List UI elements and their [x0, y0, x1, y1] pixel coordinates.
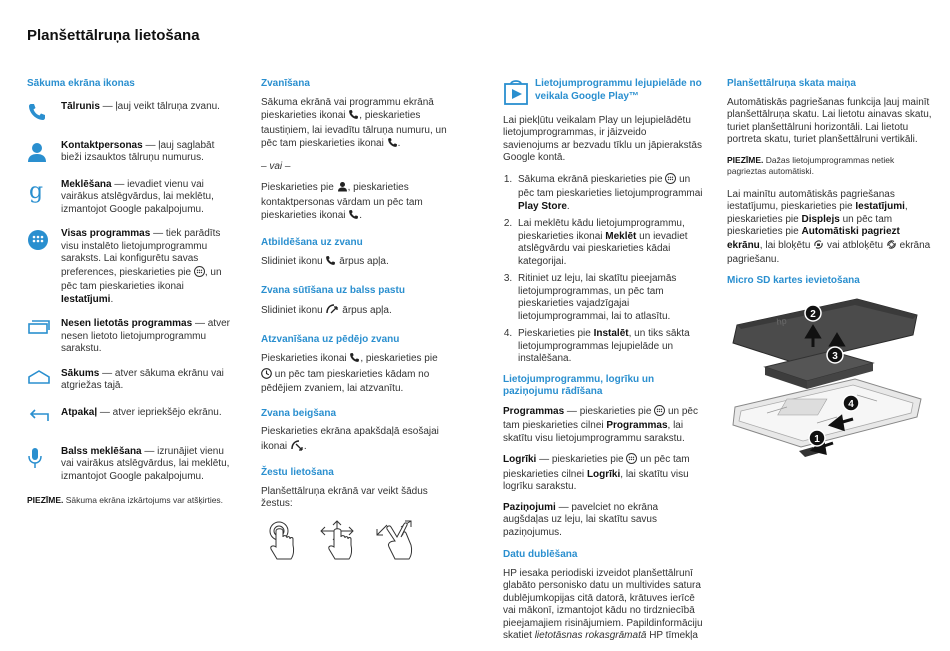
all-apps-desc: — tiek parādīts visu instalēto lietojumprogrammu saraksts. Lai konfigurētu savas preferences, pieskarieties pie: [61, 228, 221, 278]
back-icon: [27, 407, 61, 434]
apps-widgets-heading: Lietojumprogrammu, logrīku un paziņojumu rādīšana: [503, 373, 655, 397]
home-desc: — atver sākuma ekrānu vai atgriežas tajā.: [61, 367, 224, 391]
step1-b: un pēc tam pieskarieties lietojumprogrammai: [518, 173, 703, 199]
gestures-text: Planšettālruņa ekrānā var veikt šādus žestus:: [261, 485, 428, 509]
all-apps-small-icon: [194, 266, 205, 282]
recent-apps-desc: — atver nesen lietoto lietojumprogrammu sarakstu.: [61, 318, 230, 354]
change-d: , lai bloķētu: [759, 239, 814, 251]
google-search-icon: [27, 179, 61, 206]
phone-small-icon: [348, 209, 359, 225]
all-apps-small-icon: [654, 405, 665, 421]
calling-heading: Zvanīšana: [261, 78, 310, 89]
rotation-unlock-icon: [886, 239, 897, 255]
end-b: .: [303, 440, 307, 452]
phone-icon: [27, 101, 61, 128]
calling-p1a: Sākuma ekrānā vai programmu ekrānā pieskarieties ikonai: [261, 96, 434, 121]
redial-b: , pieskarieties pie: [360, 353, 438, 364]
contacts-desc: — ļauj saglabāt bieži izsauktos tālruņu numurus.: [61, 139, 215, 163]
note-label: PIEZĪME.: [727, 154, 764, 165]
auto-rotate-label: Automātiski pagriezt ekrānu: [727, 226, 900, 251]
calling-p1c: .: [397, 138, 401, 149]
voicemail-a: Slidiniet ikonu: [261, 305, 326, 316]
note-text: Sākuma ekrāna izkārtojums var atšķirties.: [63, 495, 224, 505]
play-store-heading: Lietojumprogrammu lejupielāde no veikala Google Play™: [535, 78, 702, 102]
phone-label: Tālrunis: [61, 100, 100, 112]
page-title: Planšettālruņa lietošana: [27, 27, 200, 44]
recent-apps-label: Nesen lietotās programmas: [61, 318, 193, 329]
step1-a: Sākuma ekrānā pieskarieties pie: [518, 173, 666, 185]
voicemail-text: [261, 303, 451, 320]
play-store-header: [503, 78, 703, 111]
notif-a: — pavelciet no ekrāna augšdaļas uz leju, lai skatītu savus paziņojumus.: [503, 501, 659, 538]
play-store-label: Play Store: [518, 200, 567, 212]
back-row: [27, 407, 232, 434]
play-store-steps: [503, 173, 703, 366]
phone-small-icon: [325, 255, 336, 271]
settings-label: Iestatījumi: [855, 201, 905, 212]
voicemail-heading: Zvana sūtīšana uz balss pastu: [261, 284, 405, 296]
tap-gesture-icon: [261, 519, 301, 561]
redial-heading: Atzvanīšana uz pēdējo zvanu: [261, 333, 400, 345]
home-row: [27, 368, 232, 395]
display-label: Displejs: [801, 213, 840, 225]
widg-b: un pēc tam pieskarieties cilnei: [503, 454, 690, 480]
step-1: [515, 173, 703, 214]
end-call-text: [261, 426, 451, 455]
backup-a: HP iesaka periodiski izveidot planšettālrunī glabāto personisko datu un multivides satura dublējumkopijas citā datorā, krātuves ierīcē vai mākonī, izmantojot kādu no tirdzniecībā pieejamajiem risinājumiem. Papildinformāciju skatiet: [503, 567, 703, 641]
widgets-paragraph: [503, 453, 703, 494]
redial-text: [261, 352, 451, 396]
end-call-icon: [290, 439, 304, 456]
search-desc: — ievadiet vienu vai vairākus atslēgvārdus, lai meklētu, izmantojot Google pakalpojumu.: [61, 178, 214, 215]
widg-a: — pieskarieties pie: [536, 454, 627, 465]
end-call-heading: Zvana beigšana: [261, 407, 337, 419]
answer-heading: Atbildēšana uz zvanu: [261, 236, 363, 248]
calling-column: [261, 78, 451, 561]
orientation-column: [727, 78, 932, 480]
all-apps-desc3: .: [110, 293, 114, 305]
prog-b: un pēc tam pieskarieties cilnei: [503, 405, 698, 431]
user-guide-ref: lietotāsnas rokasgrāmatā: [534, 630, 647, 641]
back-label: Atpakaļ: [61, 406, 98, 418]
install-label: Instalēt: [593, 328, 629, 339]
pinch-gesture-icon: [373, 519, 417, 561]
orientation-note: [727, 155, 932, 177]
backup-heading: Datu dublēšana: [503, 549, 578, 560]
callout-3: [827, 347, 843, 363]
phone-small-icon: [387, 137, 398, 153]
contacts-small-icon: [337, 181, 348, 197]
notifications-paragraph: [503, 502, 703, 540]
calling-paragraph-1: [261, 97, 451, 153]
rotation-lock-icon: [813, 239, 824, 255]
note-text: Dažas lietojumprogrammas netiek pagrieztas automātiski.: [727, 154, 895, 176]
answer-b: ārpus apļa.: [336, 256, 389, 267]
calling-p1b: , pieskarieties taustiņiem, lai ievadītu tālruņa numuru, un pēc tam pieskarieties ikonai: [261, 110, 447, 149]
redial-a: Pieskarieties ikonai: [261, 353, 350, 364]
svg-text:g: g: [29, 179, 44, 204]
svg-text:1: 1: [814, 434, 820, 445]
play-store-icon: [503, 78, 529, 111]
all-apps-small-icon: [626, 453, 637, 469]
sd-card-heading: Micro SD kartes ievietošana: [727, 274, 860, 286]
redial-c: un pēc tam pieskarieties kādam no pēdējiem zvaniem, lai atzvanītu.: [261, 368, 430, 394]
voice-search-icon: [27, 446, 61, 473]
svg-text:3: 3: [832, 351, 838, 362]
step-2: [515, 218, 703, 268]
change-e: vai atbloķētu: [824, 239, 886, 251]
callout-2: [805, 305, 821, 321]
svg-text:2: 2: [810, 309, 816, 320]
contacts-label: Kontaktpersonas: [61, 139, 143, 151]
play-store-intro: Lai piekļūtu veikalam Play un lejupielādētu lietojumprogrammas, ir jāizveido savienojums ar bezvadu tīklu un jāpierakstās Google kontā.: [503, 114, 702, 163]
voice-search-label: Balss meklēšana: [61, 445, 142, 457]
calling-p2a: Pieskarieties pie: [261, 182, 337, 193]
voice-search-row: [27, 446, 232, 484]
programs-tab-label: Programmas: [606, 420, 668, 431]
recent-apps-row: [27, 318, 232, 356]
voice-search-desc: — izrunājiet vienu vai vairākus atslēgvārdus, lai meklētu, izmantojot Google pakalpojumu.: [61, 445, 230, 482]
home-icon: [27, 368, 61, 395]
step2-b: un ievadiet atslēgvārdu vai pieskarieties kādai kategorijai.: [518, 230, 688, 267]
search-label: Meklēšana: [61, 178, 112, 190]
gestures-illustrations: [261, 519, 451, 561]
svg-text:hp: hp: [775, 315, 788, 327]
phone-desc: — ļauj veikt tālruņa zvanu.: [99, 100, 220, 112]
widgets-tab-label: Logrīki: [586, 468, 621, 480]
rotation-settings-paragraph: [727, 189, 932, 267]
search-action-label: Meklēt: [605, 230, 637, 242]
home-label: Sākums: [61, 367, 100, 379]
home-icons-column: [27, 78, 232, 506]
all-apps-icon: [27, 228, 61, 255]
back-desc: — atver iepriekšējo ekrānu.: [97, 406, 222, 418]
recent-apps-icon: [27, 318, 61, 345]
programs-label: Programmas: [503, 405, 565, 417]
scroll-gesture-icon: [315, 519, 359, 561]
contacts-row: [27, 140, 232, 167]
all-apps-small-icon: [665, 173, 676, 189]
gestures-heading: Žestu lietošana: [261, 467, 334, 478]
orientation-paragraph: Automātiskās pagriešanas funkcija ļauj mainīt planšettālruņa skatu. Lai lietotu ainavas skatu, turiet planšettālruni horizontāli. Lai lietotu portreta skatu, turiet planšettālruni vertikāli.: [727, 96, 932, 145]
step4-a: Pieskarieties pie: [518, 328, 594, 339]
calling-p2c: .: [359, 210, 363, 221]
step2-a: Lai meklētu kādu lietojumprogrammu, pieskarieties ikonai: [518, 218, 685, 242]
end-a: Pieskarieties ekrāna apakšdaļā esošajai ikonai: [261, 426, 439, 452]
play-store-column: [503, 78, 703, 651]
sd-card-diagram: [727, 295, 927, 475]
callout-1: [809, 430, 825, 446]
widg-c: , lai skatītu visu logrīku sarakstu.: [503, 468, 689, 492]
all-apps-row: [27, 228, 232, 306]
clock-icon: [261, 368, 272, 384]
step-4: [515, 328, 703, 366]
voicemail-b: ārpus apļa.: [339, 305, 392, 316]
prog-a: — pieskarieties pie: [564, 405, 655, 417]
home-layout-note: [27, 495, 232, 506]
backup-paragraph: [503, 568, 703, 643]
programs-paragraph: [503, 405, 703, 446]
phone-small-icon: [349, 352, 360, 368]
voicemail-small-icon: [325, 303, 339, 320]
calling-or: – vai –: [261, 160, 291, 172]
answer-a: Slidiniet ikonu: [261, 256, 326, 267]
answer-text: [261, 255, 451, 271]
phone-row: [27, 101, 232, 128]
notifications-label: Paziņojumi: [503, 501, 556, 513]
search-row: [27, 179, 232, 217]
change-a: Lai mainītu automātiskās pagriešanas iestatījumu, pieskarieties pie: [727, 188, 895, 212]
note-label: PIEZĪME.: [27, 495, 64, 505]
callout-4: [843, 395, 859, 411]
phone-small-icon: [348, 109, 359, 125]
step-3: 3. Ritiniet uz leju, lai skatītu pieejamās lietojumprogrammas, un pēc tam pieskarieties vajadzīgajai lietojumprogrammai, lai to atlasītu.: [515, 273, 703, 323]
step4-b: , un tiks sākta lietojumprogrammas lejupielāde un instalēšana.: [518, 328, 690, 364]
svg-text:4: 4: [848, 399, 854, 410]
orientation-heading: Planšettālruņa skata maiņa: [727, 78, 856, 89]
step1-c: .: [566, 200, 570, 212]
widgets-label: Logrīki: [503, 454, 537, 465]
all-apps-label: Visas programmas: [61, 228, 151, 239]
home-icons-heading: Sākuma ekrāna ikonas: [27, 78, 135, 89]
change-b: , pieskarieties pie: [727, 201, 908, 225]
settings-label: Iestatījumi: [61, 293, 111, 305]
calling-p2b: , pieskarieties kontaktpersonas vārdam un pēc tam pieskarieties ikonai: [261, 182, 423, 221]
prog-c: , lai skatītu visu lietojumprogrammu sarakstu.: [503, 420, 685, 444]
calling-paragraph-2: [261, 181, 451, 225]
all-apps-desc2: , un pēc tam pieskarieties ikonai: [61, 266, 222, 292]
change-f: ekrāna pagriešanu.: [727, 239, 931, 265]
contacts-icon: [27, 140, 61, 167]
change-c: un pēc tam pieskarieties pie: [727, 213, 893, 237]
backup-b: HP tīmekļa: [646, 630, 698, 641]
